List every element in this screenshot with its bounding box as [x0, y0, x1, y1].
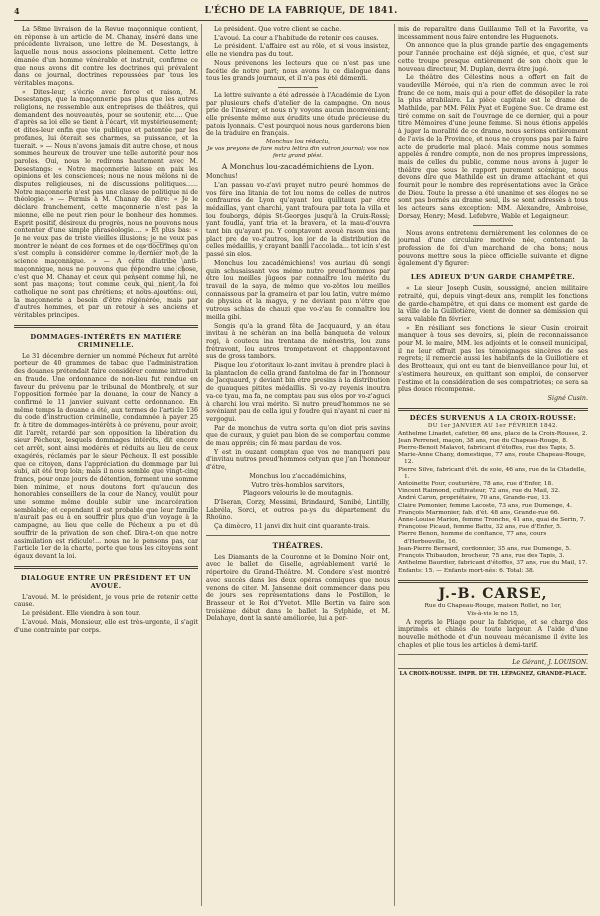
gerant-signature: Le Gérant, J. LOUISON.	[512, 658, 588, 666]
deces-list	[398, 431, 588, 575]
section-divider	[398, 580, 588, 583]
dialogue-line: Le président. Elle viendra à son tour.	[22, 610, 141, 618]
article-revue-maconnique-intro: La 58me livraison de la Revue maçonnique contient, en réponse à un article de M. Chanay, inséré dans une précédente livraison, une lettre de M. Desestangs, à laquelle nous nous associons pleinement. Cette lettre émanée d'un homme vénérable et instruit, confirme ce que nous avons dit contre les doctrines qui prévalent dans ce journal, doctrines repoussées par tous les véritables maçons.	[14, 26, 198, 87]
running-head	[14, 6, 588, 21]
column-2	[206, 26, 390, 624]
dialogue-line: Le président. L'affaire est au rôle, et si vous insistez, elle ne viendra pas du tout.	[206, 43, 390, 59]
deces-entry: Anne-Louise Marion, femme Tronche, 41 ans, quai de Serin, 7.	[398, 517, 586, 524]
newspaper-title: L'ÉCHO DE LA FABRIQUE, DE 1841.	[204, 6, 398, 16]
dialogue-line: L'avoué. M. le président, je vous prie de retenir cette cause.	[14, 593, 198, 609]
deces-entry: Marie-Anne Chany, domestique, 77 ans, route Chapeau-Rouge, 12.	[398, 452, 586, 466]
letter-signature: Monchus lou z'accadémichins,	[249, 472, 347, 480]
ad-address: Vis-à-vis le no 15,	[467, 610, 519, 617]
deces-entry: Pierre Benon, homme de confiance, 77 ans, cours d'Herbouville, 16.	[398, 531, 547, 545]
deces-entry: Vincent Raimond, cultivateur, 72 ans, rue du Mail, 32.	[398, 488, 560, 495]
section-title-adieux: LES ADIEUX D'UN GARDE CHAMPÊTRE.	[410, 273, 576, 282]
article-theatres-celestins: Le théâtre des Célestins nous a offert en fait de vaudeville Méroée, qui n'a rien de commun avec le roi franc de ce nom, mais qui a pour effet de désopiler la rate la plus atrabilaire. La pièce capitale est le drame de Mathilde, par MM. Félix Pyat et Eugène Sue. Ce drame est tiré comme on sait de l'ouvrage de ce dernier, qui a pour titre Mémoires d'une jeune femme. Si nous étions appelés à juger la moralité de ce drame, nous serions entièrement de l'avis de la Province, et nous ne croyons pas par la faire acte de pruderie mal placé. Mais comme nous sommes appelés à rendre compte, non de nos propres impressions, mais de celles du public, comme nous avons à juger le théâtre que sous le rapport purement scénique, nous devons dire que Mathilde est un drame attachant et qui fournit pour le nombre des représentations avec la Grâce de Dieu. Toute la presse a été unanime et ses éloges ne se sont pas bornés au drame seul, ils se sont adressés à tous les acteurs sans exception: MM. Alexandre, Ambroise, Dorsay, Henry; Mesd. Lefebvre, Wable et Legaigneur.	[398, 74, 588, 220]
imprint: LA CROIX-ROUSSE. IMPR. DE TH. LÉPAGNEZ, GRANDE-PLACE.	[399, 671, 587, 678]
deces-entry: Antoinette Four, couturière, 78 ans, rue d'Enfer, 18.	[398, 481, 554, 488]
letter-salutation: Monchus!	[206, 173, 238, 181]
adieux-paragraph: « En résiliant ses fonctions le sieur Cusin croirait manquer à tous ses devoirs, si, plein de reconnaissance pour M. le maire, MM. les adjoints et le conseil municipal, il ne leur offrait pas les témoignages sincères de ses regrets; il remercie aussi les habitants de la Guillotière et des Brotteaux, qui ont eu tant de bienveillance pour lui, et s'estimera heureux, en quittant son emploi, de conserver l'estime et la considération de ses compatriotes; ce sera sa plus douce récompense.	[398, 324, 588, 394]
section-title-deces: DÉCÈS SURVENUS A LA CROIX-ROUSSE:	[409, 413, 577, 422]
deces-entry: François Marmonier, fab. d'ét. 48 ans, Grande-rue 66.	[398, 509, 560, 516]
deces-entry: Pierre-Benoit Malavot, fabricant d'étoffes, rue des Tapis, 5.	[398, 445, 576, 452]
letter-paragraph: Songis qu'a la grand fêta de Jacquaurd, y an étau invitau à ne schéran an ina bella banqueta de veloux rogi, à coutecu ina trentana de ménestris, lou zuns frétravont, lou autros trompetavont et chappontavont sus de gross tambors.	[206, 322, 390, 361]
article-revue-maconnique-body: « Dites-leur, s'écrie avec force et raison, M. Desestangs, que la maçonnerie pas plus que les autres religions, ne ressemble aux entreprises de théâtres, qui demandent des nouveautés, pour se soutenir, etc.... Que d'après sa loi elle se tient à l'écart, vit mystérieusement; et dites-leur enfin que vie publique et patentée par les profanes, lui ôterait ses charmes, sa puissance, et la tuerait. » — Nous n'avons jamais dit autre chose, et nous sommes heureux de trouver une telle autorité pour nos paroles. Oui, nous le redirons hautement avec M. Desestangs: « Notre maçonnerie laisse en paix les opinions et les consciences; nous ne nous mêlons ni de disputes religieuses, ni de discussions politiques...... Notre maçonnerie n'est pas une classe de politique ni de théologie. » — Permis à M. Chanay de dire: « Je le déclare franchement, cette maçonnerie n'est pas la mienne, elle ne peut rien pour le bonheur des hommes. Esprit positif, désireux du progrès, nous ne pouvons nous contenter d'une simple phraséologie.... » Et plus bas: « Je ne veux pas de triste vieilles illusions; je ne veux pas montrer le néant de ces formes et de ces doctrines qu'on s'est complu à considérer comme le dernier mot de la science maçonnique. » — A cette diatribe anti-maçonnique, nous ne pouvons que répondre une chose, c'est que M. Chanay et ceux qui pensent comme lui, ne sont pas maçons; tout comme ceux qui nient la foi catholique ne sont pas chrétiens; et nous ajoutons: oui, la maçonnerie a besoin d'être régénérée, mais par d'autres hommes, et par un retour à ses anciens et véritables principes.	[14, 88, 198, 320]
deces-entry: André Caron, propriétaire, 70 ans, Grande-rue, 13.	[398, 495, 551, 502]
deces-entry: Françoise Picaud, femme Battu, 32 ans, rue d'Enfer, 5.	[398, 524, 562, 531]
dialogue-line: L'avoué. La cour a l'habitude de retenir ces causes.	[214, 34, 379, 42]
letter-intro: La lettre suivante a été adressée à l'Académie de Lyon par plusieurs chefs d'atelier de la campagne. On nous prie de l'insérer, et nous n'y voyons aucun inconvénient; elle présente même aux érudits une étude précieuse du patois lyonnais. C'est pourquoi nous nous garderons bien de la traduire en français.	[206, 91, 390, 138]
short-divider	[473, 225, 513, 226]
letter-paragraph: Monchus lou zacadémichiens! vos auriau dû songi quin schusaissant vos mémo nutro preud'hommos par étre lou meilles jûgeos par connaître lou mérito du travail de la saya, de mêmo que vo-zôtos lou meilles connaissous par la grameira et par lou latin, vutre mémo de physica et la magya, y ne deviant pau n'étre que vutrous schias de chauzi que vo-z'au fe connaître lou meilla gibi.	[206, 259, 390, 321]
letter-signature: Vutro très-homblos sarvitors,	[251, 481, 345, 489]
deces-entry: François Thibaudon, brocheur, 75 ans, rue des Tapis, 3.	[398, 553, 565, 560]
section-divider	[206, 535, 390, 536]
section-divider	[398, 408, 588, 411]
column-divider	[394, 24, 395, 906]
section-divider	[14, 325, 198, 328]
deces-entry: Jean Perrenet, maçon, 38 ans, rue du Chapeau-Rouge, 8.	[398, 437, 568, 444]
short-divider	[278, 87, 318, 88]
article-theatres-engagements: On annonce que la plus grande partie des engagements pour l'année prochaine est déjà signée, et que, c'est sur cette troupe presque entièrement de son choix que le nouveau directeur, M. Duplan, devra être jugé.	[398, 42, 588, 73]
article-theatres: Les Diamants de la Couronne et le Domino Noir ont, avec le ballet de Giselle, agréablement varié le répertoire du Grand-Théâtre. M. Condere s'est montré avec succès dans les deux opéras comiques que nous venons de citer. M. Jansenne doit commencer dans peu de jours ses représentations dans le Postillon, le Brasseur et le Roi d'Yvetot. Mlle Bertin va faire son troisième début dans le ballet la Sylphide, et M. Delahaye, dont la santé améliorée, lui a per-	[206, 553, 390, 623]
deces-entry: Anthelme Baurdier, fabricant d'étoffes, 37 ans, rue du Mail, 17.	[398, 560, 588, 567]
letter-paragraph: Par de monchus de vutra sorta qu'on diot pris savins que de curaux, y guiet pau bion de se comportau comme de mau appréis; cin fé mau pardau de vos.	[206, 424, 390, 448]
letter-signatories: D'Iseran, Corzy, Messimi, Brindaurd, Sanibé, Lintilly, Labréla, Sorci, et outros pa-ys du département du Rhoûno.	[206, 498, 390, 522]
column-divider	[201, 24, 202, 906]
deces-entry: Enfants: 15. — Enfants mort-nés: 6. Total: 38.	[398, 567, 535, 574]
letter-date: Ça dimècro, 11 janvi dix huit cint quarante-trais.	[214, 523, 370, 531]
column-1	[14, 26, 198, 635]
letter-paragraph: Pisque lou z'otoritaux lo-zant invitau à prendre placi à la plantaclon de cella grand fantolma de far in l'honnour de Jacquaurd, y deviant bin étre presins à la distribution de quauques pitites médaillis. Si vo-zy reyenis inoutra va-ce tyau, ma fa, ne comptau pau sus elos por vo-z'aguci à charchi lou vrai mérito. Si nutro preud'hommos ne se sovéniant pau de cella igui y foudre qui n'ayant ni cuer ni vergogui.	[206, 362, 390, 423]
adieux-signature: Signé Cusin.	[547, 394, 588, 402]
article-dommages: Le 31 décembre dernier un nommé Pécheux fut arrêté porteur de 40 grammes de tabac que l'administration des douanes prétendait faire considérer comme introduit en fraude. Une ordonnance de non-lieu fut rendue en faveur du prévenu par le tribunal de Montbrely, et sur l'opposition formée par la douane, la cour de Nancy a confirmé le 11 janvier suivant cette ordonnance. En même temps la douane a été, aux termes de l'article 136 du code d'instruction criminelle, condamnée à payer 25 fr. à titre de dommages-intérêts à ce prévenu, pour avoir, dit l'arrêt, retardé par son opposition la libération du sieur Pécheux, lesquels dommages intérêts, dit encore cet arrêt, sont ainsi modérés et réduits au lieu de ceux exagérés, réclamés par le sieur Pécheux. Il est possible que ce citoyen, dans l'appréciation du dommage par lui subi, ait été trop loin; mais il nous semble que vingt-cinq francs, pour onze jours de détention, forment une somme bien minime, et nous doutons fort qu'aucun des honorables conseillers de la cour de Nancy, voulût pour une somme même double subir une incarcération semblable; et cependant il est probable que leur famille n'aurait pas eu à en souffrir plus que d'un voyage à la campagne, au lieu que celle de Pécheux a pu et dû souffrir de la privation de son chef. Dira-t-on que notre assimilation est ridicule!... nous ne le pensons pas, car l'article 1er de la charte, porte que tous les citoyens sont égaux devant la loi.	[14, 352, 198, 560]
article-circulaire: Nous avons entretenu dernièrement les colonnes de ce journal d'une circulaire motivée née, contenant la profession de foi d'un marchand de cha bons; nous pouvons mettre sous la pièce officielle suivante et digne également d'y figurer:	[398, 229, 588, 268]
deces-entry: Anthelme Linadet, cafetier, 66 ans, place de la Croix-Rousse, 2.	[398, 430, 588, 437]
letter-paragraph: L'an passau vo-z'avi prayet nutro peuré hommos de vos fére ina litania de tot lou noms de celles de nutros confrauros de Lyon qu'ayant lou quilitaux par étre médaillas, yant charchi, yant trafoura par tota la villa et lou fouborgs, dépis St-Georges jusqu'à la Cruix-Rossi; yant foudla, yant tria et la bravera, et la mau-d'ouvra tant bin qu'ayant pu. Y comptavont avouè rason sus ina plact pre de vo-z'autros, lon jor de la distribution de celles médaillis, y crayant banlli l'accolada... tot icin s'est passé sin elos.	[206, 181, 390, 259]
letter-signature: Plageors velouris le de moutagnis.	[242, 490, 354, 498]
ad-address: Rue du Chapeau-Rouge, maison Rollet, no 1er,	[424, 602, 562, 609]
section-title-dommages: DOMMAGES-INTÉRÊTS EN MATIÈRE CRIMINELLE.	[30, 332, 182, 349]
dialogue-line: Le président. Que votre client se cache.	[214, 26, 342, 33]
article-theatres-continued: mis de reparaître dans Guillaume Tell et la Favorite, va incessamment nous faire entendre les Huguenots.	[398, 26, 588, 41]
ad-text: A repris le Pliage pour la fabrique, et se charge des imprimés et chinés de toute largeur. A l'aide d'une nouvelle méthode et d'un nouveau mécanisme il évite les chaples et plie tous les articles à demi-tarif.	[398, 618, 588, 649]
dialogue-line: L'avoué. Mais, Monsieur, elle est très-urgente, il s'agit d'une contrainte par corps.	[14, 618, 198, 634]
letter-note: Monchus lou rédactu, Je vos preyons de fare nutra lettra din vutron journal; vos nos feriz grand plési.	[207, 139, 389, 160]
section-divider	[14, 566, 198, 569]
section-divider	[398, 668, 588, 669]
library-stamp	[132, 242, 184, 294]
deces-entry: Claire Pomonier, femme Lacoste, 73 ans, rue Dumenge, 4.	[398, 502, 572, 509]
section-title-theatres: THÉATRES.	[272, 540, 324, 550]
letter-paragraph: Y est in ouzant comptau que vos ne manqueri pau d'invitau nutros preud'hommos cetyan que j'an l'honnour d'étre,	[206, 448, 390, 472]
dialogue-note: Nous prévenons les lecteurs que ce n'est pas une facétie de notre part; nous avons lu ce dialogue dans tous les grands journaux, et il n'a pas été démenti.	[206, 59, 390, 83]
column-3	[398, 26, 588, 679]
section-divider	[398, 654, 588, 655]
adieux-paragraph: « Le sieur Joseph Cusin, soussigné, ancien militaire retraité, qui, depuis vingt-deux ans, remplit les fonctions de garde-champêtre, et qui dans ce moment est garde de la ville de la Guillotière, vient de donner sa démission qui sera valable fin février.	[398, 285, 588, 323]
letter-address: A Monchus lou-zacadémichiens de Lyon.	[221, 162, 375, 172]
deces-entry: Pierre Silve, fabricant d'ét. de soie, 46 ans, rue de la Citadelle, 1.	[398, 466, 586, 480]
ad-title: J.-B. CARSE,	[438, 585, 548, 602]
deces-period: DU 1er JANVIER AU 1er FÉVRIER 1842.	[427, 422, 559, 429]
section-title-dialogue: DIALOGUE ENTRE UN PRÉSIDENT ET UN AVOUÉ.	[20, 573, 192, 590]
deces-entry: Jean-Pierre Bernard, cordonnier, 35 ans, rue Dumenge, 5.	[398, 545, 571, 552]
page-number: 4	[14, 6, 20, 16]
